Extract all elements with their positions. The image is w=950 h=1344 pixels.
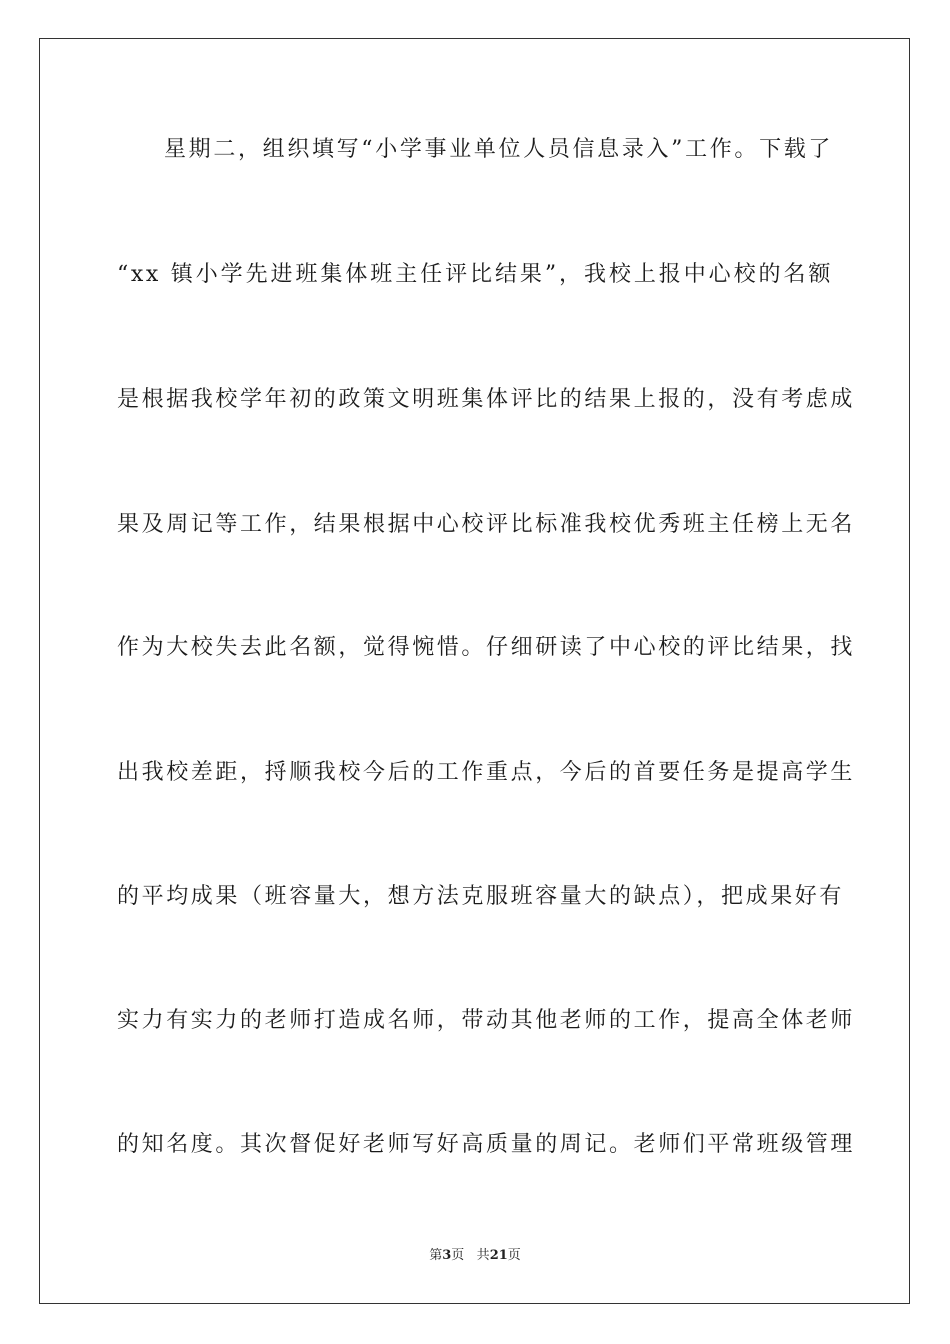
text-line-7: 的平均成果（班容量大，想方法克服班容量大的缺点），把成果好有: [117, 884, 845, 909]
text-line-3: 是根据我校学年初的政策文明班集体评比的结果上报的，没有考虑成: [117, 387, 856, 412]
page-border: [39, 38, 910, 1304]
footer-page-suffix: 页: [451, 1248, 465, 1263]
text-line-2: “xx 镇小学先进班集体班主任评比结果”，我校上报中心校的名额: [117, 262, 833, 287]
text-line-8: 实力有实力的老师打造成名师，带动其他老师的工作，提高全体老师: [117, 1008, 856, 1033]
footer-total-suffix: 页: [507, 1248, 521, 1263]
text-line-1: 星期二，组织填写“小学事业单位人员信息录入”工作。下载了: [164, 137, 833, 162]
text-line-5: 作为大校失去此名额，觉得惋惜。仔细研读了中心校的评比结果，找: [117, 635, 856, 660]
footer-page-prefix: 第: [429, 1248, 443, 1263]
text-line-9: 的知名度。其次督促好老师写好高质量的周记。老师们平常班级管理: [117, 1132, 856, 1157]
text-line-4: 果及周记等工作，结果根据中心校评比标准我校优秀班主任榜上无名: [117, 512, 856, 537]
footer-total-number: 21: [489, 1248, 508, 1263]
footer-total-prefix: 共: [476, 1248, 490, 1263]
text-line-6: 出我校差距，捋顺我校今后的工作重点，今后的首要任务是提高学生: [117, 760, 856, 785]
footer-page-number: 3: [442, 1248, 452, 1263]
page-footer: [0, 1247, 950, 1265]
